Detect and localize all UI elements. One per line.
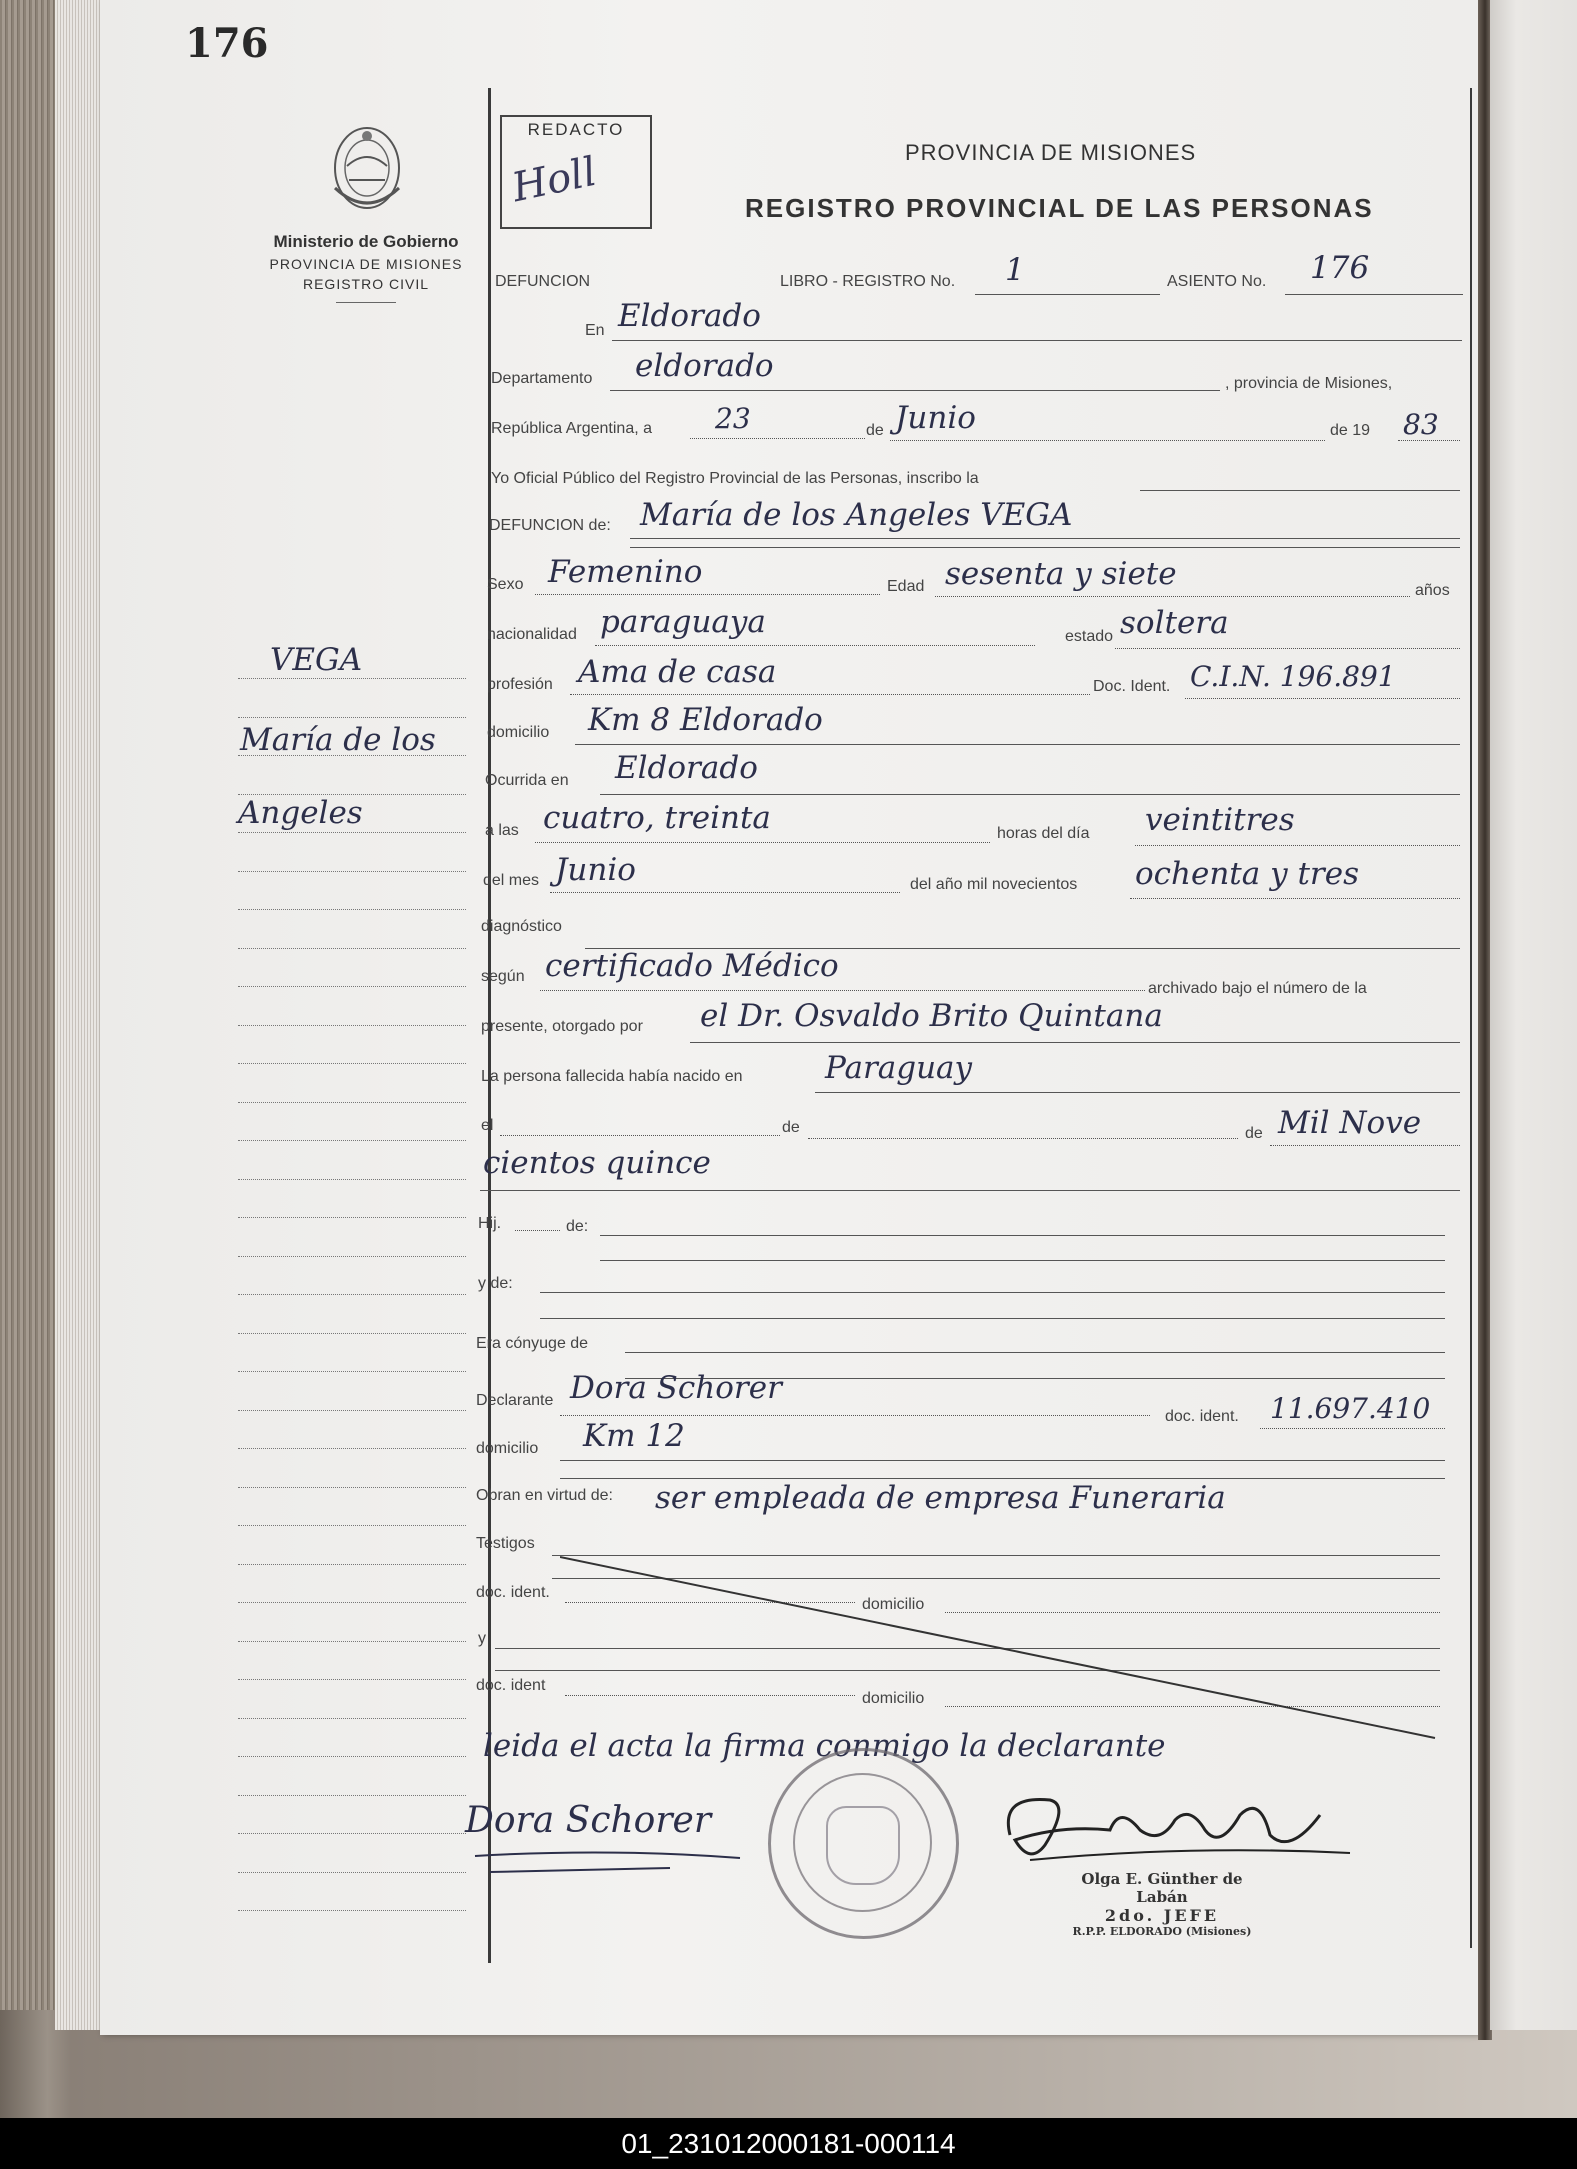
redacto-label: REDACTO bbox=[527, 120, 625, 139]
margin-line bbox=[238, 1063, 466, 1064]
de-label-1: de bbox=[866, 422, 884, 439]
margin-line bbox=[238, 1294, 466, 1295]
record-type-label: DEFUNCION bbox=[495, 273, 591, 290]
sexo-line bbox=[535, 594, 880, 595]
profesion-value: Ama de casa bbox=[578, 654, 777, 690]
margin-line bbox=[238, 871, 466, 872]
doc-ident-value: C.I.N. 196.891 bbox=[1190, 660, 1396, 693]
margin-line bbox=[238, 794, 466, 795]
margin-line bbox=[238, 1487, 466, 1488]
anio-value: 83 bbox=[1403, 408, 1439, 441]
official-signature-block bbox=[1062, 1870, 1262, 1938]
horas-line bbox=[1135, 845, 1460, 846]
profesion-label: profesión bbox=[487, 676, 553, 693]
archivado-label: archivado bajo el número de la bbox=[1148, 980, 1367, 997]
libro-line bbox=[975, 294, 1160, 295]
doc-ident-3-label: doc. ident. bbox=[476, 1584, 550, 1601]
page-edges bbox=[55, 0, 103, 2030]
y-label: y bbox=[478, 1630, 486, 1647]
el-label: el bbox=[481, 1117, 494, 1134]
margin-line bbox=[238, 1833, 466, 1834]
margin-line bbox=[238, 1756, 466, 1757]
sexo-value: Femenino bbox=[548, 554, 703, 590]
margin-line bbox=[238, 755, 466, 756]
nacido-label: La persona fallecida había nacido en bbox=[481, 1068, 743, 1085]
official-office: R.P.P. ELDORADO (Misiones) bbox=[1072, 1925, 1252, 1938]
y-de-label: y de: bbox=[478, 1275, 513, 1292]
official-role: 2do. JEFE bbox=[1104, 1906, 1220, 1925]
margin-line bbox=[238, 1602, 466, 1603]
a-las-label: a las bbox=[485, 822, 519, 839]
de-label-3: de bbox=[1245, 1125, 1263, 1142]
estado-line bbox=[1115, 648, 1460, 649]
nacido-anio-line bbox=[1270, 1145, 1460, 1146]
margin-line bbox=[238, 909, 466, 910]
horas-label: horas del día bbox=[997, 825, 1090, 842]
margin-line bbox=[238, 832, 466, 833]
margin-line bbox=[238, 1410, 466, 1411]
provincia-label: , provincia de Misiones, bbox=[1225, 375, 1393, 392]
nacionalidad-line bbox=[595, 645, 1035, 646]
nacido-value: Paraguay bbox=[825, 1050, 973, 1086]
dia-value: 23 bbox=[715, 402, 751, 435]
a-las-line bbox=[535, 842, 990, 843]
departamento-label: Departamento bbox=[491, 370, 593, 387]
hij-label: Hij. bbox=[478, 1215, 502, 1232]
oficial-label: Yo Oficial Público del Registro Provincial de las Personas, inscribo la bbox=[491, 470, 979, 487]
segun-label: según bbox=[481, 968, 525, 985]
horas-value: veintitres bbox=[1145, 802, 1295, 838]
domicilio-line bbox=[575, 744, 1460, 745]
hij-de-line-2 bbox=[600, 1260, 1445, 1261]
difunto-value: María de los Angeles VEGA bbox=[640, 497, 1073, 533]
diagnostico-label: diagnóstico bbox=[481, 918, 562, 935]
margin-line bbox=[238, 1217, 466, 1218]
margin-line bbox=[238, 1910, 466, 1911]
departamento-value: eldorado bbox=[635, 348, 774, 384]
hij-de-label: de: bbox=[566, 1218, 589, 1235]
margin-line bbox=[238, 717, 466, 718]
edad-value: sesenta y siete bbox=[945, 556, 1177, 592]
declarante-signature: Dora Schorer bbox=[465, 1800, 712, 1841]
official-signature bbox=[990, 1775, 1360, 1880]
domicilio-2-line-2 bbox=[560, 1478, 1445, 1479]
ministry-registry: REGISTRO CIVIL bbox=[302, 276, 430, 292]
declarante-value: Dora Schorer bbox=[570, 1370, 782, 1406]
hij-de-line bbox=[600, 1235, 1445, 1236]
domicilio-2-line bbox=[560, 1460, 1445, 1461]
nacionalidad-label: nacionalidad bbox=[487, 626, 577, 643]
el-line bbox=[500, 1135, 780, 1136]
margin-line bbox=[238, 1525, 466, 1526]
right-margin-rule bbox=[1470, 88, 1472, 1948]
domicilio-label: domicilio bbox=[487, 724, 550, 741]
segun-value: certificado Médico bbox=[545, 948, 839, 984]
domicilio-value: Km 8 Eldorado bbox=[588, 702, 823, 738]
conyuge-label: Era cónyuge de bbox=[476, 1335, 589, 1352]
republica-label: República Argentina, a bbox=[491, 420, 652, 437]
nacido-anio-value: Mil Nove bbox=[1278, 1105, 1422, 1141]
en-line bbox=[612, 340, 1462, 341]
margin-line bbox=[238, 1333, 466, 1334]
nacido-anio-cont: cientos quince bbox=[483, 1145, 711, 1181]
nacionalidad-value: paraguaya bbox=[600, 604, 766, 640]
margin-line bbox=[238, 1679, 466, 1680]
doc-ident-line bbox=[1185, 698, 1460, 699]
margin-line bbox=[238, 1256, 466, 1257]
book-binding bbox=[0, 0, 60, 2010]
asiento-line bbox=[1285, 294, 1463, 295]
margin-line bbox=[238, 948, 466, 949]
obran-label: Obran en virtud de: bbox=[476, 1487, 613, 1504]
y-de-line-2 bbox=[540, 1318, 1445, 1319]
anos-label: años bbox=[1415, 582, 1450, 599]
difunto-line-2 bbox=[630, 547, 1460, 548]
libro-value: 1 bbox=[1005, 252, 1025, 288]
margin-line bbox=[238, 1025, 466, 1026]
departamento-line bbox=[610, 390, 1220, 391]
obran-value: ser empleada de empresa Funeraria bbox=[655, 1480, 1226, 1516]
profesion-line bbox=[570, 694, 1090, 695]
margin-line bbox=[238, 1102, 466, 1103]
presente-value: el Dr. Osvaldo Brito Quintana bbox=[700, 998, 1163, 1034]
defuncion-de-label: DEFUNCION de: bbox=[489, 517, 611, 534]
domicilio-2-value: Km 12 bbox=[583, 1418, 685, 1454]
domicilio-2-label: domicilio bbox=[476, 1440, 539, 1457]
conyuge-line bbox=[625, 1352, 1445, 1353]
doc-ident-2-label: doc. ident. bbox=[1165, 1408, 1239, 1425]
oficial-line bbox=[1140, 490, 1460, 491]
official-name: Olga E. Günther de Labán bbox=[1081, 1870, 1243, 1906]
declarante-line bbox=[560, 1415, 1150, 1416]
registry-title: REGISTRO PROVINCIAL DE LAS PERSONAS bbox=[745, 193, 1374, 223]
del-ano-line bbox=[1130, 898, 1460, 899]
en-value: Eldorado bbox=[618, 298, 761, 334]
declarante-label: Declarante bbox=[476, 1392, 554, 1409]
nacido-mes-line bbox=[808, 1138, 1238, 1139]
ocurrida-line bbox=[600, 794, 1460, 795]
de19-label: de 19 bbox=[1330, 422, 1371, 439]
mes-line bbox=[890, 440, 1325, 441]
y-de-line bbox=[540, 1292, 1445, 1293]
a-las-value: cuatro, treinta bbox=[543, 800, 771, 836]
asiento-label: ASIENTO No. bbox=[1167, 273, 1267, 290]
domicilio-3-label: domicilio bbox=[862, 1596, 925, 1613]
hij-line bbox=[515, 1230, 560, 1231]
leida-note: leida el acta la firma conmigo la declarante bbox=[483, 1728, 1166, 1764]
margin-note-given-1: María de los bbox=[240, 722, 436, 758]
margin-line bbox=[238, 1371, 466, 1372]
margin-line bbox=[238, 1872, 466, 1873]
redacto-stamp bbox=[500, 115, 652, 229]
nacido-cont-line bbox=[480, 1190, 1460, 1191]
margin-line bbox=[238, 1140, 466, 1141]
doc-ident-2-line bbox=[1260, 1428, 1445, 1429]
sexo-label: Sexo bbox=[487, 576, 524, 593]
redacto-handwritten: Holl bbox=[508, 148, 601, 212]
declarante-signature-underline bbox=[470, 1848, 750, 1878]
de-label-2: de bbox=[782, 1119, 800, 1136]
difunto-line bbox=[630, 538, 1460, 539]
next-page-edge bbox=[1490, 0, 1577, 2030]
margin-note-given-2: Angeles bbox=[238, 795, 363, 831]
margin-line bbox=[238, 1448, 466, 1449]
doc-ident-2-value: 11.697.410 bbox=[1270, 1392, 1431, 1425]
ocurrida-label: Ocurrida en bbox=[485, 772, 569, 789]
coat-of-arms-icon bbox=[327, 118, 407, 218]
margin-line bbox=[238, 1795, 466, 1796]
page-number: 176 bbox=[185, 20, 269, 67]
strike-diagonal bbox=[560, 1555, 1440, 1745]
del-ano-value: ochenta y tres bbox=[1135, 856, 1359, 892]
estado-label: estado bbox=[1065, 628, 1114, 645]
mes-value: Junio bbox=[895, 400, 976, 436]
en-label: En bbox=[585, 322, 605, 339]
official-seal bbox=[768, 1748, 959, 1939]
presente-line bbox=[690, 1042, 1460, 1043]
margin-line bbox=[238, 1564, 466, 1565]
domicilio-4-label: domicilio bbox=[862, 1690, 925, 1707]
ministry-province: PROVINCIA DE MISIONES bbox=[269, 256, 463, 272]
margin-line bbox=[238, 1179, 466, 1180]
del-ano-label: del año mil novecientos bbox=[910, 876, 1078, 893]
ministry-name: Ministerio de Gobierno bbox=[273, 232, 459, 251]
presente-label: presente, otorgado por bbox=[481, 1018, 643, 1035]
libro-label: LIBRO - REGISTRO No. bbox=[780, 273, 956, 290]
dia-line bbox=[690, 438, 865, 439]
anio-line bbox=[1398, 440, 1460, 441]
ocurrida-value: Eldorado bbox=[615, 750, 758, 786]
margin-line bbox=[238, 678, 466, 679]
del-mes-line bbox=[550, 892, 900, 893]
ministry-header bbox=[250, 232, 482, 303]
edad-line bbox=[935, 596, 1410, 597]
margin-line bbox=[238, 1718, 466, 1719]
testigos-label: Testigos bbox=[476, 1535, 535, 1552]
nacido-line bbox=[815, 1092, 1460, 1093]
segun-line bbox=[540, 990, 1145, 991]
doc-ident-4-label: doc. ident bbox=[476, 1677, 546, 1694]
ministry-rule bbox=[336, 302, 396, 303]
doc-ident-label: Doc. Ident. bbox=[1093, 678, 1171, 695]
seal-emblem-icon bbox=[826, 1806, 900, 1885]
edad-label: Edad bbox=[887, 578, 925, 595]
margin-line bbox=[238, 986, 466, 987]
margin-note-surname: VEGA bbox=[270, 642, 363, 678]
del-mes-label: del mes bbox=[483, 872, 540, 889]
estado-value: soltera bbox=[1120, 605, 1229, 641]
province-title: PROVINCIA DE MISIONES bbox=[905, 140, 1197, 165]
del-mes-value: Junio bbox=[555, 852, 636, 888]
asiento-value: 176 bbox=[1310, 250, 1370, 286]
scan-id-footer: 01_231012000181-000114 bbox=[0, 2118, 1577, 2169]
margin-line bbox=[238, 1641, 466, 1642]
